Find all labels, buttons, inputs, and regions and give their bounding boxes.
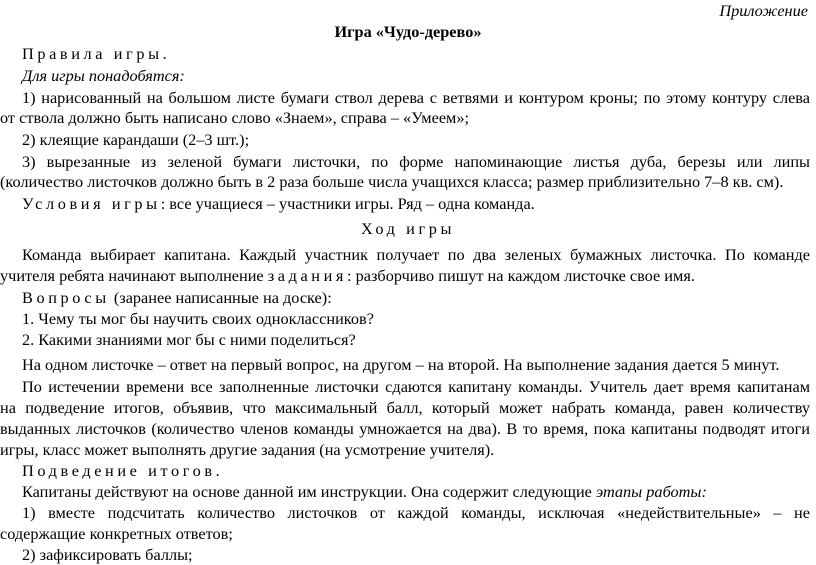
appendix-label: Приложение bbox=[719, 1, 808, 20]
para1-line1: Команда выбирает капитана. Каждый участник получает по два зеленых бумажных листочка. По команде bbox=[22, 245, 810, 264]
question-2: 2. Какими знаниями мог бы с ними поделиться? bbox=[22, 330, 356, 349]
item3-line2: (количество листочков должно быть в 2 раза больше числа учащихся класса; размер приблизительно 7–8 кв. см). bbox=[0, 172, 784, 191]
procedure-heading: Ход игры bbox=[360, 219, 456, 238]
step1-line2: содержащие конкретных ответов; bbox=[0, 524, 233, 543]
para3-line2: на подведение итогов, объявив, что максимальный балл, который может набрать команда, равен количеству bbox=[0, 398, 810, 417]
para1-line2-suffix: : разборчиво пишут на каждом листочке свое имя. bbox=[347, 266, 695, 285]
questions-text: (заранее написанные на доске): bbox=[109, 288, 332, 307]
para1-line2-prefix: учителя ребята начинают выполнение bbox=[0, 266, 268, 285]
step1-line1: 1) вместе подсчитать количество листочков от каждой команды, исключая «недействительные» – не bbox=[22, 503, 810, 522]
question-1: 1. Чему ты мог бы научить своих одноклассников? bbox=[22, 309, 374, 328]
para2: На одном листочке – ответ на первый вопрос, на другом – на второй. На выполнение задания дается 5 минут. bbox=[22, 355, 780, 374]
para1-line2 bbox=[0, 266, 695, 286]
conditions-line bbox=[22, 194, 535, 214]
para3-line1: По истечении времени все заполненные листочки сдаются капитану команды. Учитель дает время капитанам bbox=[22, 377, 810, 396]
para3-line4: игры, класс может выполнять другие задания (на усмотрение учителя). bbox=[0, 440, 495, 459]
questions-label: Вопросы bbox=[22, 288, 110, 307]
item3-line1: 3) вырезанные из зеленой бумаги листочки, по форме напоминающие листья дуба, березы или липы bbox=[22, 152, 810, 171]
para4 bbox=[22, 482, 707, 502]
tasks-word: задания bbox=[267, 266, 348, 285]
page-title: Игра «Чудо-дерево» bbox=[334, 22, 482, 41]
item1-line1: 1) нарисованный на большом листе бумаги ствол дерева с ветвями и контуром кроны; по этому контуру слева bbox=[22, 88, 810, 107]
item2: 2) клеящие карандаши (2–3 шт.); bbox=[22, 130, 250, 149]
para4-text: Капитаны действуют на основе данной им инструкции. Она содержит следующие bbox=[22, 482, 596, 501]
summary-heading: Подведение итогов. bbox=[22, 461, 224, 480]
questions-line bbox=[22, 288, 332, 308]
item1-line2: от ствола должно быть написано слово «Знаем», справа – «Умеем»; bbox=[0, 108, 470, 127]
step2: 2) зафиксировать баллы; bbox=[22, 545, 193, 564]
needed-label: Для игры понадобятся: bbox=[22, 66, 185, 85]
para4-italic: этапы работы: bbox=[595, 482, 707, 501]
conditions-label: Условия игры bbox=[22, 194, 161, 213]
para3-line3: выданных листочков (количество членов команды умножается на два). В то время, пока капитаны подводят итоги bbox=[0, 419, 810, 438]
conditions-text: : все учащиеся – участники игры. Ряд – одна команда. bbox=[160, 194, 535, 213]
rules-heading: Правила игры. bbox=[22, 44, 171, 63]
